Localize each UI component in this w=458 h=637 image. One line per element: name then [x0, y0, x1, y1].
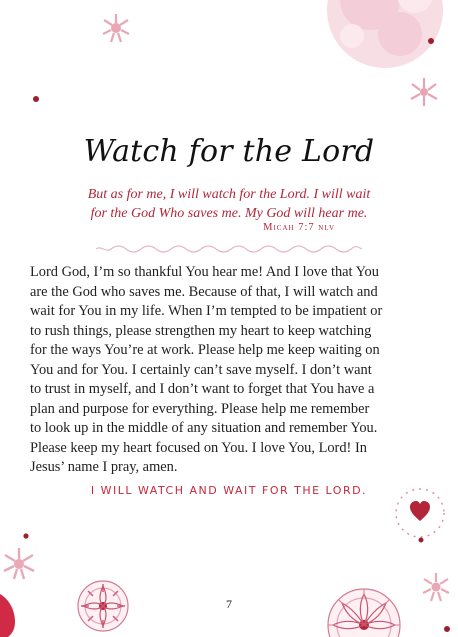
prayer-line: Please keep my heart focused on You. I love You, Lord! In: [30, 439, 367, 456]
divider-wave: [96, 246, 362, 252]
prayer-line: to look up in the middle of any situation and remember You.: [30, 420, 378, 436]
dot-icon: [419, 538, 424, 543]
page-number: 7: [226, 597, 232, 611]
prayer-line: plan and purpose for everything. Please help me remember: [30, 400, 370, 417]
prayer-line: wait for You in my life. When I’m tempted to be impatient or: [30, 303, 383, 319]
prayer-line: are the God who saves me. Because of that, I will watch and: [30, 283, 378, 300]
page-title: Watch for the Lord: [83, 134, 375, 169]
dot-icon: [428, 38, 434, 44]
scripture-verse: [72, 185, 386, 223]
prayer-line: to trust in myself, and I don’t want to forget that You have a: [30, 381, 375, 397]
prayer-line: You and for You. I certainly can’t save myself. I don’t want: [30, 361, 372, 378]
prayer-line: Jesus’ name I pray, amen.: [30, 459, 178, 475]
dot-icon: [444, 626, 450, 632]
flower-icon: [411, 78, 437, 106]
dot-icon: [33, 96, 39, 102]
verse-line: But as for me, I will watch for the Lord. I will wait: [87, 187, 371, 202]
takeaway-line: I WILL WATCH AND WAIT FOR THE LORD.: [90, 484, 368, 497]
flower-icon: [327, 0, 443, 68]
prayer-line: to rush things, please strengthen my heart to keep watching: [30, 322, 372, 339]
prayer-line: Lord God, I’m so thankful You hear me! And I love that You: [30, 264, 379, 280]
flower-icon: [103, 14, 129, 42]
verse-line: for the God Who saves me. My God will hear me.: [90, 206, 368, 221]
prayer-text: [30, 263, 432, 478]
flower-icon: [4, 548, 34, 579]
scripture-reference: Micah 7:7 nlv: [263, 222, 335, 233]
dot-icon: [23, 533, 28, 538]
prayer-line: for the ways You’re at work. Please help me keep waiting on: [30, 342, 380, 358]
